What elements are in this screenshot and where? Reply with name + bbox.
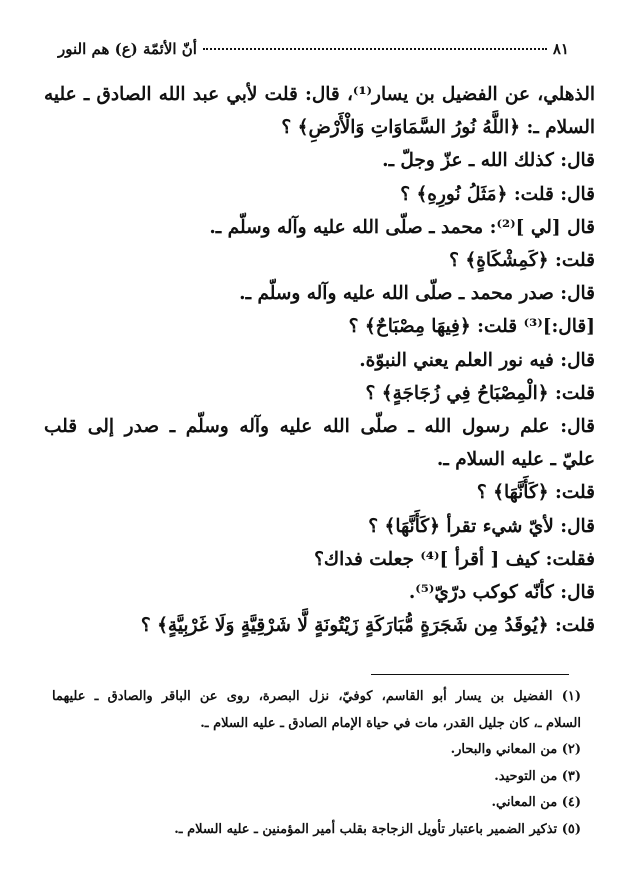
footnote-line: (٥) تذكير الضمير باعتبار تأويل الزجاجة بقلب أمير المؤمنين ـ عليه السلام ـ. bbox=[174, 821, 581, 837]
footnote-line: (٢) من المعاني والبحار. bbox=[450, 742, 581, 757]
chapter-title: أنّ الأئمّة (ع) هم النور bbox=[58, 40, 197, 58]
footnote-line: (١) الفضيل بن يسار أبو القاسم، كوفيّ، نزل البصرة، روى عن الباقر والصادق ـ عليهما bbox=[52, 689, 581, 704]
running-header bbox=[58, 40, 569, 66]
text-line: السلام ـ: ﴿اللَّهُ نُورُ السَّمَاوَاتِ وَالْأَرْضِ﴾ ؟ bbox=[281, 117, 595, 139]
main-text bbox=[44, 78, 595, 642]
footnote-line: (٣) من التوحيد. bbox=[494, 768, 581, 784]
text-line: قال: علم رسول الله ـ صلّى الله عليه وآله وسلّم ـ صدر إلى قلب bbox=[44, 416, 595, 438]
text-line: قال: فيه نور العلم يعني النبوّة. bbox=[359, 349, 595, 371]
text-line: [قال:]⁽³⁾ قلت: ﴿فِيهَا مِصْبَاحٌ﴾ ؟ bbox=[348, 316, 595, 338]
footnotes bbox=[52, 684, 581, 843]
text-line: قال: كأنّه كوكب درّيّ⁽⁵⁾. bbox=[408, 582, 595, 604]
text-line: قلت: ﴿كَمِشْكَاةٍ﴾ ؟ bbox=[449, 250, 595, 272]
footnote-line: (٤) من المعاني. bbox=[491, 795, 581, 810]
text-line: عليّ ـ عليه السلام ـ. bbox=[436, 449, 595, 471]
text-line: قلت: ﴿يُوقَدُ مِن شَجَرَةٍ مُّبَارَكَةٍ زَيْتُونَةٍ لَّا شَرْقِيَّةٍ وَلَا غَرْبِيَّةٍ﴾ ؟ bbox=[140, 615, 595, 637]
text-line: قال: كذلك الله ـ عزّ وجلّ ـ. bbox=[382, 150, 595, 172]
text-line: قال: صدر محمد ـ صلّى الله عليه وآله وسلّم ـ. bbox=[239, 283, 595, 305]
text-line: قال: لأيّ شيء تقرأ ﴿كَأَنَّهَا﴾ ؟ bbox=[368, 515, 595, 537]
page-number: ٨١ bbox=[552, 40, 569, 58]
footnote-separator bbox=[371, 674, 569, 675]
text-line: قال: قلت: ﴿مَثَلُ نُورِهِ﴾ ؟ bbox=[400, 183, 595, 205]
text-line: فقلت: كيف [ أقرأ ]⁽⁴⁾ جعلت فداك؟ bbox=[314, 548, 595, 570]
text-line: قلت: ﴿كَأَنَّهَا﴾ ؟ bbox=[476, 482, 595, 504]
text-line: الذهلي، عن الفضيل بن يسار⁽¹⁾، قال: قلت لأبي عبد الله الصادق ـ عليه bbox=[44, 84, 595, 105]
text-line: قلت: ﴿الْمِصْبَاحُ فِي زُجَاجَةٍ﴾ ؟ bbox=[365, 382, 595, 404]
text-line: قال [لي ]⁽²⁾: محمد ـ صلّى الله عليه وآله وسلّم ـ. bbox=[209, 216, 595, 238]
footnote-line: السلام ـ، كان جليل القدر، مات في حياة الإمام الصادق ـ عليه السلام ـ. bbox=[200, 715, 581, 731]
leader-dots bbox=[203, 48, 547, 50]
